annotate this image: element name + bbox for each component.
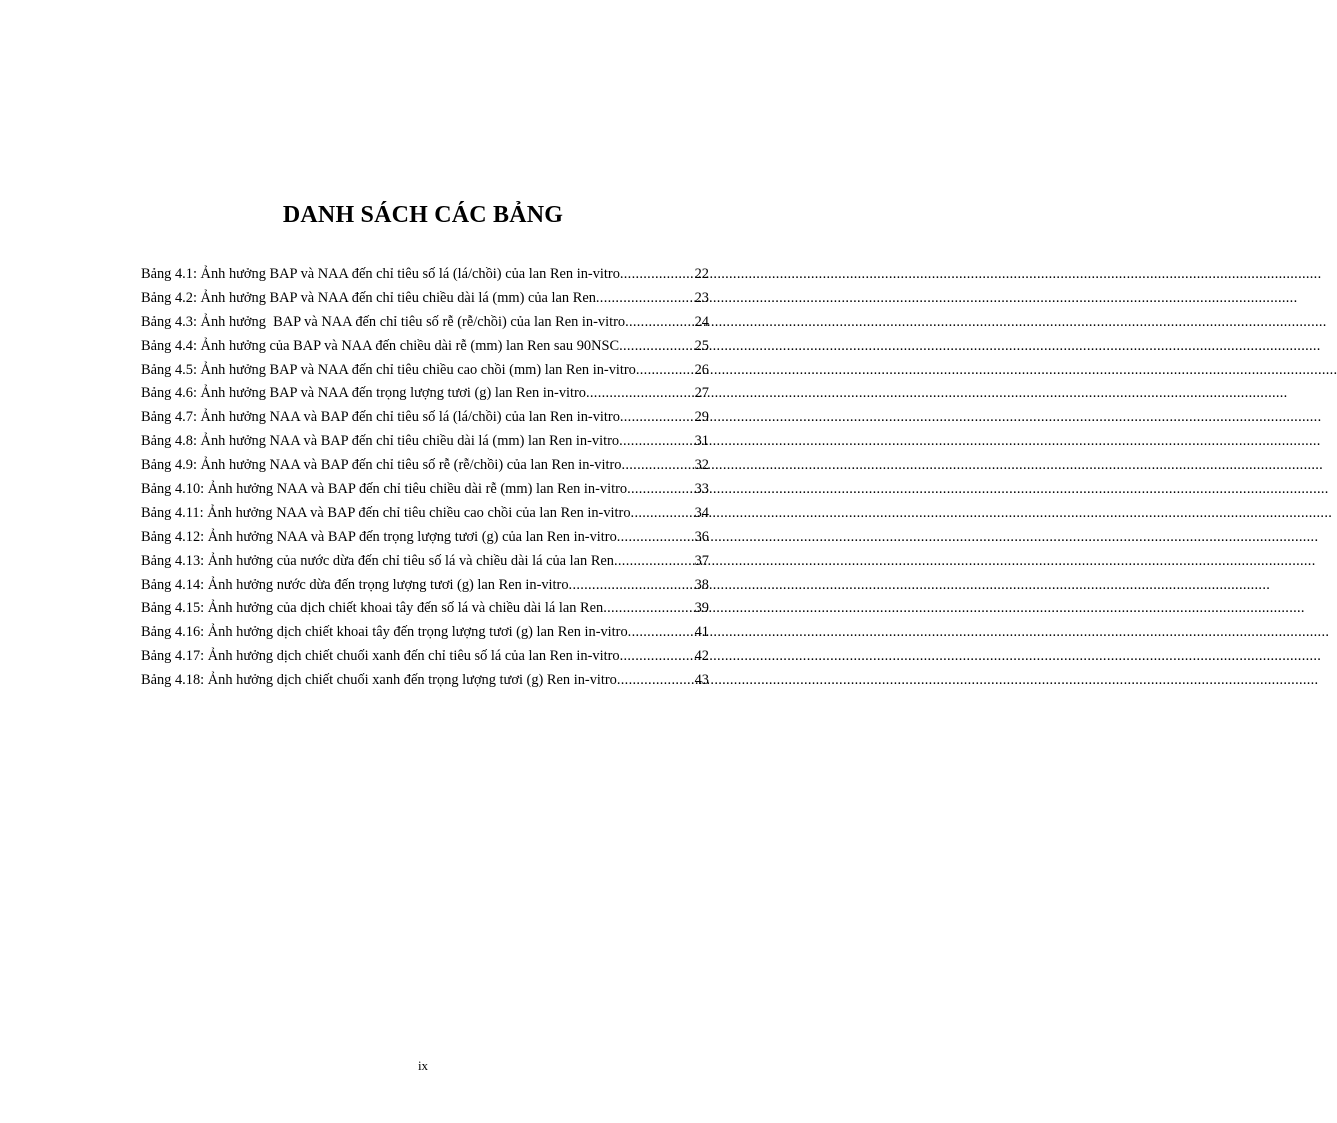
table-entry[interactable] <box>141 359 709 383</box>
table-entry-page: 43 <box>694 672 709 689</box>
table-entry-page: 34 <box>694 504 709 521</box>
dot-leader <box>619 335 695 359</box>
dot-leader <box>620 645 695 669</box>
table-entry-title: Bảng 4.6: Ảnh hưởng BAP và NAA đến trọng lượng tươi (g) lan Ren in-vitro <box>141 385 586 402</box>
table-entry-page: 27 <box>694 385 709 402</box>
table-entry-title: Bảng 4.5: Ảnh hưởng BAP và NAA đến chỉ tiêu chiều cao chồi (mm) lan Ren in-vitro <box>141 361 636 378</box>
table-entry-title: Bảng 4.7: Ảnh hưởng NAA và BAP đến chỉ tiêu số lá (lá/chồi) của lan Ren in-vitro <box>141 409 620 426</box>
dot-leader <box>628 621 695 645</box>
table-entry[interactable] <box>141 669 709 693</box>
table-entry-page: 25 <box>694 337 709 354</box>
table-entry-page: 24 <box>694 313 709 330</box>
dot-leader <box>619 430 695 454</box>
table-entry[interactable] <box>141 430 709 454</box>
table-entry-title: Bảng 4.9: Ảnh hưởng NAA và BAP đến chỉ tiêu số rễ (rễ/chồi) của lan Ren in-vitro <box>141 457 622 474</box>
table-entry-title: Bảng 4.13: Ảnh hưởng của nước dừa đến chỉ tiêu số lá và chiều dài lá của lan Ren <box>141 552 615 569</box>
table-entry[interactable] <box>141 382 709 406</box>
table-entry-title: Bảng 4.12: Ảnh hưởng NAA và BAP đến trọng lượng tươi (g) của lan Ren in-vitro <box>141 528 617 545</box>
table-entry[interactable] <box>141 526 709 550</box>
table-entry-title: Bảng 4.18: Ảnh hưởng dịch chiết chuối xanh đến trọng lượng tươi (g) Ren in-vitro <box>141 672 617 689</box>
table-entry[interactable] <box>141 311 709 335</box>
table-entry[interactable] <box>141 335 709 359</box>
dot-leader <box>603 597 694 621</box>
dot-leader <box>631 502 695 526</box>
page-title: DANH SÁCH CÁC BẢNG <box>282 202 564 228</box>
table-entry-title: Bảng 4.8: Ảnh hưởng NAA và BAP đến chỉ tiêu chiều dài lá (mm) lan Ren in-vitro <box>141 433 620 450</box>
table-entry[interactable] <box>141 406 709 430</box>
table-entry-page: 32 <box>694 457 709 474</box>
dot-leader <box>617 669 695 693</box>
table-entry[interactable] <box>141 478 709 502</box>
dot-leader <box>621 454 694 478</box>
table-entry-page: 39 <box>694 600 709 617</box>
dot-leader <box>636 359 695 383</box>
table-entry[interactable] <box>141 621 709 645</box>
table-entry-page: 31 <box>694 433 709 450</box>
dot-leader <box>620 263 695 287</box>
table-entry-page: 26 <box>694 361 709 378</box>
table-entry-page: 42 <box>694 648 709 665</box>
table-entry-title: Bảng 4.11: Ảnh hưởng NAA và BAP đến chỉ tiêu chiều cao chồi của lan Ren in-vitro <box>141 504 631 521</box>
table-entry-title: Bảng 4.2: Ảnh hưởng BAP và NAA đến chỉ tiêu chiều dài lá (mm) của lan Ren <box>141 289 596 306</box>
dot-leader <box>569 574 695 598</box>
dot-leader <box>614 550 695 574</box>
table-entry-page: 22 <box>694 266 709 282</box>
dot-leader <box>586 382 695 406</box>
table-entry[interactable] <box>141 287 709 311</box>
dot-leader <box>617 526 695 550</box>
table-entry-title: Bảng 4.17: Ảnh hưởng dịch chiết chuối xanh đến chỉ tiêu số lá của lan Ren in-vitro <box>141 648 620 665</box>
table-entry-page: 36 <box>694 528 709 545</box>
table-entry-page: 29 <box>694 409 709 426</box>
table-entry[interactable] <box>141 454 709 478</box>
table-entry-title: Bảng 4.1: Ảnh hưởng BAP và NAA đến chỉ tiêu số lá (lá/chồi) của lan Ren in-vitro <box>141 266 620 282</box>
table-entry-page: 41 <box>694 624 709 641</box>
table-entry-page: 37 <box>694 552 709 569</box>
table-entry-page: 23 <box>694 289 709 306</box>
table-entry-title: Bảng 4.4: Ảnh hưởng của BAP và NAA đến chiều dài rễ (mm) lan Ren sau 90NSC <box>141 337 620 354</box>
dot-leader <box>627 478 695 502</box>
table-entry[interactable] <box>141 645 709 669</box>
table-entry-title: Bảng 4.14: Ảnh hưởng nước dừa đến trọng lượng tươi (g) lan Ren in-vitro <box>141 576 569 593</box>
dot-leader <box>620 406 695 430</box>
table-entry[interactable] <box>141 574 709 598</box>
dot-leader <box>596 287 695 311</box>
table-entry-page: 33 <box>694 481 709 498</box>
table-entry-title: Bảng 4.3: Ảnh hưởng BAP và NAA đến chỉ tiêu số rễ (rễ/chồi) của lan Ren in-vitro <box>141 313 626 330</box>
page-number: ix <box>417 1058 429 1073</box>
table-entry-page: 38 <box>694 576 709 593</box>
table-entry[interactable] <box>141 550 709 574</box>
table-entry-title: Bảng 4.16: Ảnh hưởng dịch chiết khoai tây đến trọng lượng tươi (g) lan Ren in-vitro <box>141 624 628 641</box>
table-entry-title: Bảng 4.10: Ảnh hưởng NAA và BAP đến chỉ tiêu chiều dài rễ (mm) lan Ren in-vitro <box>141 481 628 498</box>
table-entry-title: Bảng 4.15: Ảnh hưởng của dịch chiết khoai tây đến số lá và chiều dài lá lan Ren <box>141 600 604 617</box>
table-entry[interactable] <box>141 263 709 287</box>
table-list <box>141 263 709 693</box>
table-entry[interactable] <box>141 502 709 526</box>
dot-leader <box>625 311 695 335</box>
table-entry[interactable] <box>141 597 709 621</box>
